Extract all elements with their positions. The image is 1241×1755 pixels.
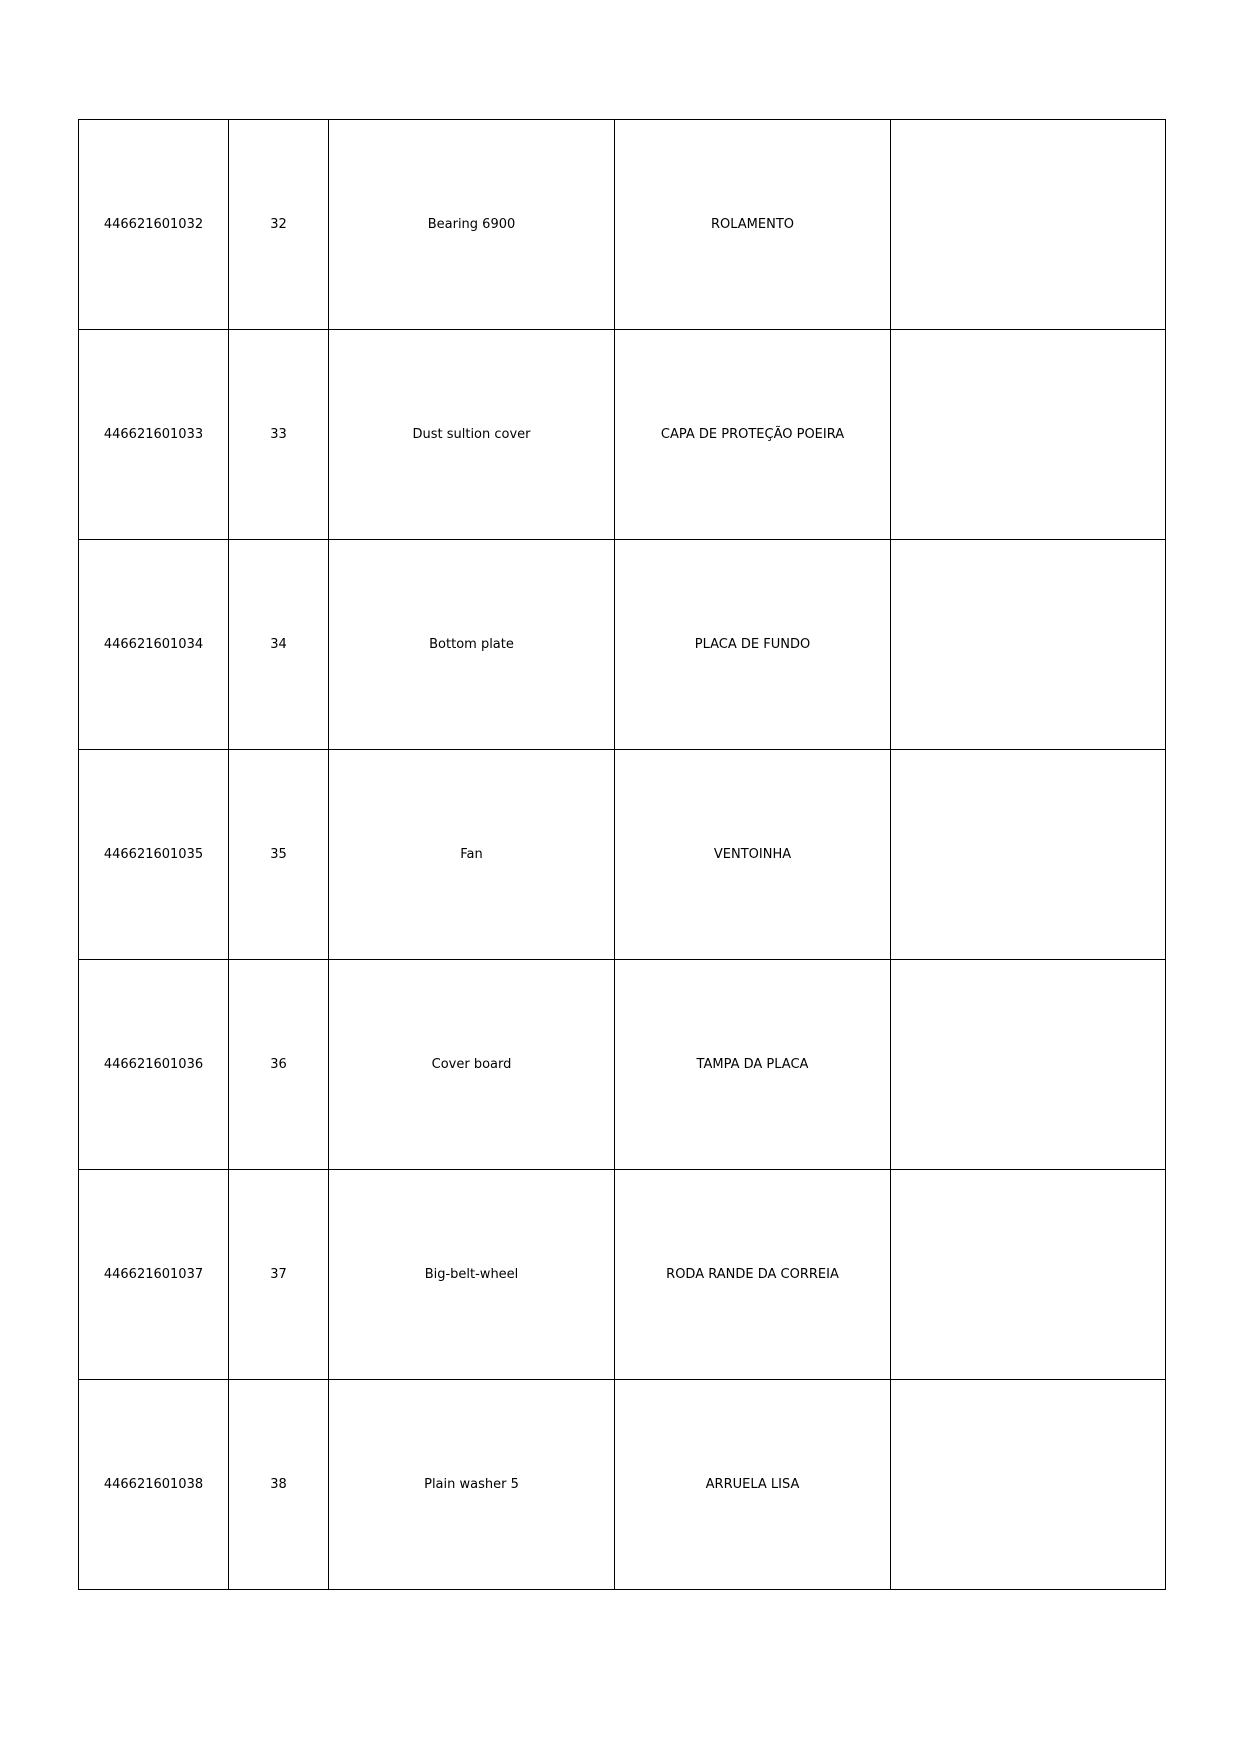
- portuguese-name-cell: TAMPA DA PLACA: [615, 960, 891, 1170]
- table-row: [79, 1380, 1166, 1590]
- item-number-cell: 34: [229, 540, 329, 750]
- english-name-cell: Cover board: [329, 960, 615, 1170]
- part-code-cell: 446621601036: [79, 960, 229, 1170]
- part-code-cell: 446621601032: [79, 120, 229, 330]
- item-number-cell: 37: [229, 1170, 329, 1380]
- item-number-cell: 33: [229, 330, 329, 540]
- part-code-cell: 446621601035: [79, 750, 229, 960]
- portuguese-name-cell: ARRUELA LISA: [615, 1380, 891, 1590]
- english-name-cell: Dust sultion cover: [329, 330, 615, 540]
- notes-cell: [891, 540, 1166, 750]
- english-name-cell: Plain washer 5: [329, 1380, 615, 1590]
- table-row: [79, 1170, 1166, 1380]
- english-name-cell: Bearing 6900: [329, 120, 615, 330]
- table-row: [79, 120, 1166, 330]
- notes-cell: [891, 120, 1166, 330]
- english-name-cell: Bottom plate: [329, 540, 615, 750]
- english-name-cell: Fan: [329, 750, 615, 960]
- table-row: [79, 330, 1166, 540]
- item-number-cell: 35: [229, 750, 329, 960]
- table-row: [79, 540, 1166, 750]
- portuguese-name-cell: VENTOINHA: [615, 750, 891, 960]
- part-code-cell: 446621601037: [79, 1170, 229, 1380]
- item-number-cell: 32: [229, 120, 329, 330]
- item-number-cell: 36: [229, 960, 329, 1170]
- notes-cell: [891, 750, 1166, 960]
- notes-cell: [891, 330, 1166, 540]
- parts-table: [78, 119, 1166, 1590]
- portuguese-name-cell: ROLAMENTO: [615, 120, 891, 330]
- notes-cell: [891, 1170, 1166, 1380]
- part-code-cell: 446621601033: [79, 330, 229, 540]
- part-code-cell: 446621601038: [79, 1380, 229, 1590]
- notes-cell: [891, 960, 1166, 1170]
- item-number-cell: 38: [229, 1380, 329, 1590]
- portuguese-name-cell: RODA RANDE DA CORREIA: [615, 1170, 891, 1380]
- portuguese-name-cell: CAPA DE PROTEÇÃO POEIRA: [615, 330, 891, 540]
- table-row: [79, 750, 1166, 960]
- notes-cell: [891, 1380, 1166, 1590]
- part-code-cell: 446621601034: [79, 540, 229, 750]
- english-name-cell: Big-belt-wheel: [329, 1170, 615, 1380]
- portuguese-name-cell: PLACA DE FUNDO: [615, 540, 891, 750]
- table-row: [79, 960, 1166, 1170]
